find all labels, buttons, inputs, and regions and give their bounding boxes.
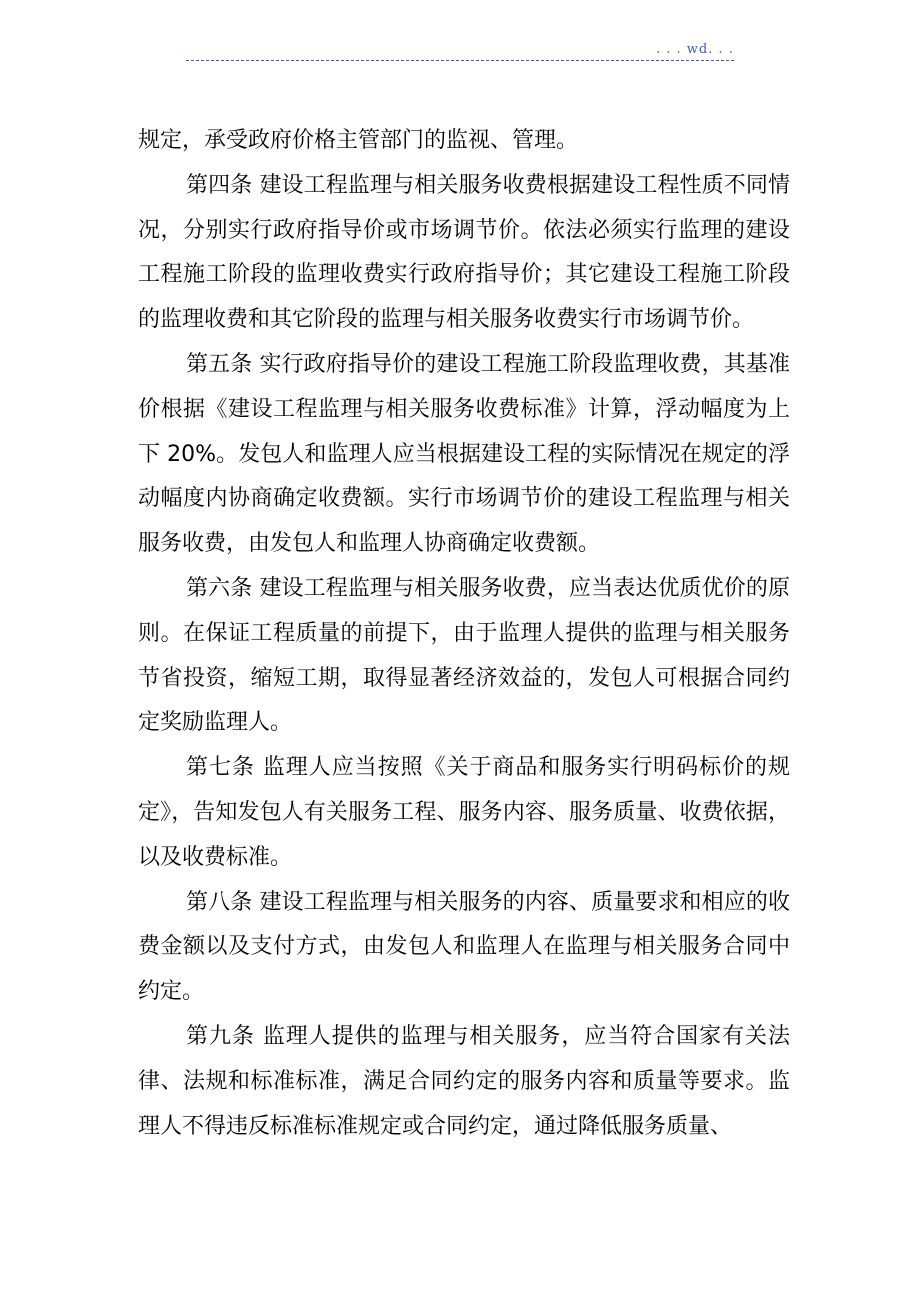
paragraph-article-5: 第五条 实行政府指导价的建设工程施工阶段监理收费，其基准价根据《建设工程监理与相关服务收费标准》计算，浮动幅度为上下 20%。发包人和监理人应当根据建设工程的实际情况在规定的浮动幅度内协商确定收费额。实行市场调节价的建设工程监理与相关服务收费，由发包人和监理人协商确定收费额。 (138, 351, 790, 557)
paragraph-article-6: 第六条 建设工程监理与相关服务收费，应当表达优质优价的原则。在保证工程质量的前提下，由于监理人提供的监理与相关服务节省投资，缩短工期，取得显著经济效益的，发包人可根据合同约定奖励监理人。 (138, 575, 790, 736)
header-dashed-rule (186, 60, 734, 61)
paragraph-article-9: 第九条 监理人提供的监理与相关服务，应当符合国家有关法律、法规和标准标准，满足合同约定的服务内容和质量等要求。监理人不得违反标准标准规定或合同约定，通过降低服务质量、 (138, 1023, 790, 1139)
paragraph-article-8: 第八条 建设工程监理与相关服务的内容、质量要求和相应的收费金额以及支付方式，由发包人和监理人在监理与相关服务合同中约定。 (138, 889, 790, 1005)
paragraph-continuation: 规定，承受政府价格主管部门的监视、管理。 (138, 128, 579, 153)
paragraph-article-4: 第四条 建设工程监理与相关服务收费根据建设工程性质不同情况，分别实行政府指导价或市场调节价。依法必须实行监理的建设工程施工阶段的监理收费实行政府指导价；其它建设工程施工阶段的监理收费和其它阶段的监理与相关服务收费实行市场调节价。 (138, 172, 790, 333)
header-mark: . . . wd. . . (656, 42, 734, 57)
document-body (138, 119, 790, 1149)
paragraph-article-7: 第七条 监理人应当按照《关于商品和服务实行明码标价的规定》，告知发包人有关服务工程、服务内容、服务质量、收费依据，以及收费标准。 (138, 755, 790, 870)
